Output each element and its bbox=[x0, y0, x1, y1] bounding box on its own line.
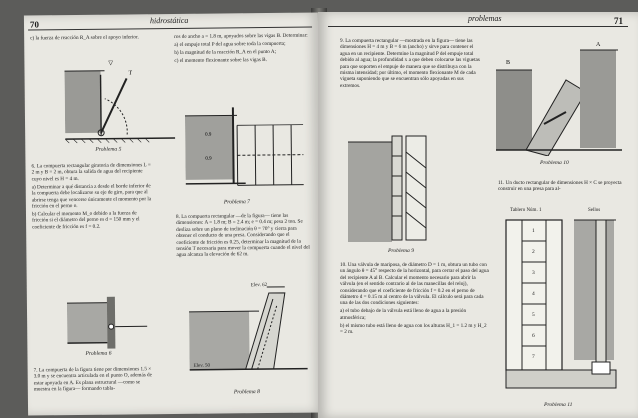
right-page bbox=[318, 12, 638, 418]
problem11-text: 11. Un ducto rectangular de dimensiones H × C se proyecta construir en una presa para al- bbox=[498, 180, 622, 193]
caption-problem5: Problema 5 bbox=[95, 146, 122, 153]
elevation-label-bottom: Elev. 50 bbox=[193, 363, 210, 369]
svg-text:0.9: 0.9 bbox=[205, 132, 212, 138]
panel-number: 5 bbox=[532, 312, 535, 318]
svg-text:▽: ▽ bbox=[108, 60, 114, 67]
header-rule bbox=[328, 26, 628, 27]
caption-problem10: Problema 10 bbox=[540, 160, 569, 166]
svg-text:B: B bbox=[506, 60, 511, 66]
panel-number: 2 bbox=[532, 249, 535, 255]
page-header: hidrostática bbox=[149, 15, 189, 26]
page-header: problemas bbox=[468, 14, 502, 23]
figure-problem8 bbox=[189, 283, 310, 384]
caption-problem9: Problema 9 bbox=[388, 248, 415, 254]
panel-number: 3 bbox=[532, 270, 535, 276]
panel-number: 1 bbox=[532, 228, 535, 234]
figure-problem7 bbox=[185, 95, 306, 196]
elevation-label-top: Elev. 62 bbox=[250, 283, 268, 289]
problem8-text: 8. La compuerta rectangular —de la figura— tiene las dimensiones: A = 1.8 m; B = 2.4 m; e = 0.4 m; pesa 2 ton. Se desliza sobre un plano de inclinación θ = 70° y cierra para obtener el conducto de una presa. Considerando que el coeficiente de fricción es 0.25, determinar la magnitud de la tensión T necesaria para mover la compuerta cuando el nivel del agua alcanza la elevación de 62 m. bbox=[175, 212, 310, 259]
caption-problem11: Problema 11 bbox=[544, 402, 573, 408]
problem6-text: 6. La compuerta rectangular giratoria de dimensiones L = 2 m y B = 2 m, obtura la salida de agua del recipiente cuyo nivel es H = 4 m. a) Determinar a qué distancia z desde el borde inferior de la compuerta debe localizarse su eje de giro, para que al abrirse tenga que vencerse únicamente el momento por la fricción en el perno o. b) Calcular el momento M_o debido a la fuerza de fricción si el diámetro del perno es d = 150 mm y el coeficiente de fricción es f = 0.2. bbox=[31, 162, 152, 231]
problem5-item: c) la fuerza de reacción R_A sobre el apoyo inferior. bbox=[30, 34, 139, 42]
problem9-text: 9. La compuerta rectangular —mostrada en la figura— tiene las dimensiones H = 4 m y B = 6 m (ancho) y sirve para contener el agua en un recipiente. Determine la magnitud P del empuje total debido al agua; la profundidad x a que deben colocarse las viguetas para que soporten el empuje de manera que se distribuya con la misma intensidad; por último, el momento flexionante M de cada vigueta suponiendo que se encuentran sólo apoyadas en sus extremos. bbox=[340, 38, 480, 89]
panel-number: 6 bbox=[532, 333, 535, 339]
svg-text:T: T bbox=[128, 70, 133, 77]
fig11-label-tablero: Tablero Núm. 1 bbox=[510, 208, 542, 213]
caption-problem8: Problema 8 bbox=[233, 389, 260, 396]
panel-number: 4 bbox=[532, 291, 535, 297]
panel-number: 7 bbox=[532, 354, 535, 360]
page-number: 71 bbox=[614, 16, 623, 26]
figure-problem10 bbox=[496, 40, 622, 156]
page-number: 70 bbox=[29, 19, 40, 30]
left-page bbox=[24, 12, 322, 415]
svg-text:A: A bbox=[596, 42, 601, 48]
header-rule bbox=[28, 27, 312, 31]
problem7-text: 7. La compuerta de la figura tiene por dimensiones 1.5 × 3.0 m y se encuentra articulada en el punto O, además de estar apoyada en A. Es plana estructural —como se muestra en la figura— formando tabla- bbox=[33, 366, 152, 393]
figure-problem6 bbox=[67, 296, 150, 349]
figure-problem9 bbox=[348, 122, 468, 242]
problem10-text: 10. Una válvula de mariposa, de diámetro D = 1 m, obtura un tubo con un ángulo θ = 45° respecto de la horizontal, para cerrar el paso del agua del recipiente A al B. Calcular el momento necesario para abrir la válvula (en el sentido contrario al de las manecillas del reloj), considerando que el coeficiente de fricción f = 0.2 en el perno de diámetro d = 0.15 m al centro de la válvula. El cálculo será para cada una de las dos condiciones siguientes: a) el tubo debajo de la válvula está lleno de agua a la presión atmosférica; b) el mismo tubo está lleno de agua con los alturas H_1 = 1.2 m y H_2 = 2 m. bbox=[340, 262, 489, 336]
fig11-label-sellos: Sellos bbox=[588, 208, 601, 213]
svg-text:0.9: 0.9 bbox=[205, 156, 212, 162]
figure-problem5 bbox=[64, 54, 175, 147]
problem7-continued: ros de ancho a = 1.8 m, apoyados sobre las vigas B. Determinar: a) el empuje total P del agua sobre toda la compuerta; b) la magnitud de la reacción R_A en el punto A; c) el momento flexionante sobre las vigas B. bbox=[174, 32, 308, 64]
caption-problem6: Problema 6 bbox=[85, 350, 112, 357]
caption-problem7: Problema 7 bbox=[223, 199, 250, 206]
figure-problem11 bbox=[496, 198, 632, 392]
